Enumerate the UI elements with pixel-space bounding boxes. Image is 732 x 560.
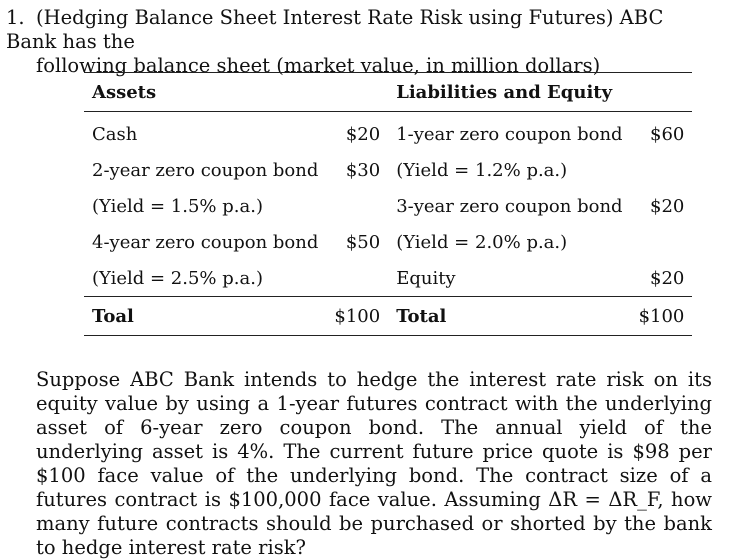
intro-line-1 (6, 6, 718, 54)
intro-line-2: following balance sheet (market value, in million dollars) (36, 54, 601, 77)
balance-sheet-table (84, 72, 692, 336)
liability-amount-cell (631, 152, 693, 188)
liability-total-label: Total (396, 305, 447, 327)
asset-amount-cell (326, 188, 388, 224)
table-row (84, 224, 692, 260)
liability-cell: (Yield = 1.2% p.a.) (396, 159, 568, 181)
liabilities-header: Liabilities and Equity (396, 81, 613, 103)
liability-amount-cell: $60 (650, 123, 685, 145)
asset-amount-cell: $30 (345, 159, 381, 181)
asset-cell: 4-year zero coupon bond (92, 231, 319, 253)
intro-text-1: (Hedging Balance Sheet Interest Rate Risk using Futures) ABC Bank has the (6, 6, 664, 53)
table-header-row (84, 73, 692, 112)
liability-amount-cell: $20 (650, 267, 685, 289)
assets-amount-header (326, 73, 388, 112)
liability-cell: 3-year zero coupon bond (396, 195, 623, 217)
asset-amount-cell: $50 (345, 231, 381, 253)
question-text: Suppose ABC Bank intends to hedge the interest rate risk on its equity value by using a 1-year futures contract with the underlying asset of 6-year zero coupon bond. The annual yield of the underlying asset is 4%. The current future price quote is $98 per $100 face value of the underlying bond. The contract size of a futures contract is $100,000 face value. Assuming ΔR = ΔR_F, how many future contracts should be purchased or shorted by the bank to hedge interest rate risk? (36, 367, 712, 559)
asset-total-label: Toal (92, 305, 134, 327)
table-row (84, 260, 692, 297)
table-row (84, 188, 692, 224)
totals-row (84, 297, 692, 336)
liability-cell: (Yield = 2.0% p.a.) (396, 231, 568, 253)
liability-amount-cell (631, 224, 693, 260)
asset-cell: Cash (92, 123, 138, 145)
table-row (84, 112, 692, 153)
problem-number: 1. (6, 6, 25, 29)
asset-cell: (Yield = 1.5% p.a.) (92, 195, 263, 217)
asset-cell: 2-year zero coupon bond (92, 159, 319, 181)
liability-cell: Equity (396, 267, 456, 289)
asset-cell: (Yield = 2.5% p.a.) (92, 267, 263, 289)
asset-amount-cell: $20 (345, 123, 381, 145)
liability-cell: 1-year zero coupon bond (396, 123, 623, 145)
liability-total-amount: $100 (638, 305, 685, 327)
problem-intro (6, 6, 718, 78)
asset-total-amount: $100 (334, 305, 381, 327)
liability-amount-cell: $20 (650, 195, 685, 217)
table-row (84, 152, 692, 188)
assets-header: Assets (92, 81, 157, 103)
asset-amount-cell (326, 260, 388, 297)
liabilities-amount-header (631, 73, 693, 112)
